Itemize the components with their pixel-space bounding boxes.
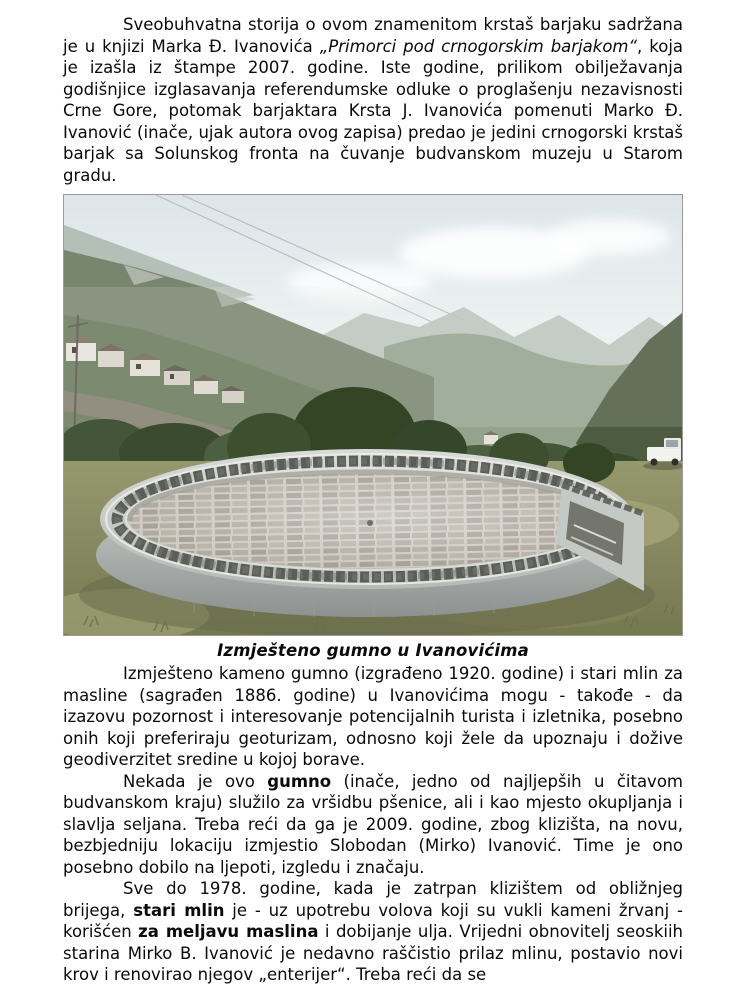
- photo-figure: [63, 194, 683, 636]
- gumno-center-hole: [367, 520, 373, 526]
- photo-caption: Izmješteno gumno u Ivanovićima: [217, 641, 529, 660]
- gumno-photo: [64, 195, 682, 635]
- body-paragraph-3: Nekada je ovo gumno (inače, jedno od najljepših u čitavom budvanskom kraju) služilo za vršidbu pšenice, ali i kao mjesto okupljanja i slavlja seljana. Treba reći da ga je 2009. godine, zbog klizišta, na novu, bezbjedniju lokaciju izmjestio Slobodan (Mirko) Ivanović. Time je ono posebno dobilo na ljepoti, izgledu i značaju.: [63, 771, 683, 877]
- body-paragraph-1: Sveobuhvatna storija o ovom znamenitom krstaš barjaku sadržana je u knjizi Marka Đ. Ivanovića „Primorci pod crnogorskim barjakom“, koja je izašla iz štampe 2007. godine. Iste godine, prilikom obilježavanja godišnjice izglasavanja referendumske odluke o proglašenju nezavisnosti Crne Gore, potomak barjaktara Krsta J. Ivanovića pomenuti Marko Đ. Ivanović (inače, ujak autora ovog zapisa) predao je jedini crnogorski krstaš barjak sa Solunskog fronta na čuvanje budvanskom muzeju u Starom gradu.: [63, 15, 684, 185]
- body-paragraph-2: Izmješteno kameno gumno (izgrađeno 1920. godine) i stari mlin za masline (sagrađen 1886. godine) u Ivanovićima mogu - takođe - da izazovu pozornost i interesovanje potencijalnih turista i izletnika, posebno onih koji preferiraju geoturizam, odnosno koji žele da upoznaju i dožive geodiverzitet sredine u kojoj borave.: [63, 664, 683, 769]
- gumno: [79, 449, 655, 635]
- body-paragraph-4: Sve do 1978. godine, kada je zatrpan klizištem od obližnjeg brijega, stari mlin je - uz upotrebu volova koji su vukli kameni žrvanj - korišćen za meljavu maslina i dobijanje ulja. Vrijedni obnovitelj seoskiih starina Mirko B. Ivanović je nedavno raščistio prilaz mlinu, postavio novi krov i renovirao njegov „enterijer“. Treba reći da se: [63, 879, 684, 984]
